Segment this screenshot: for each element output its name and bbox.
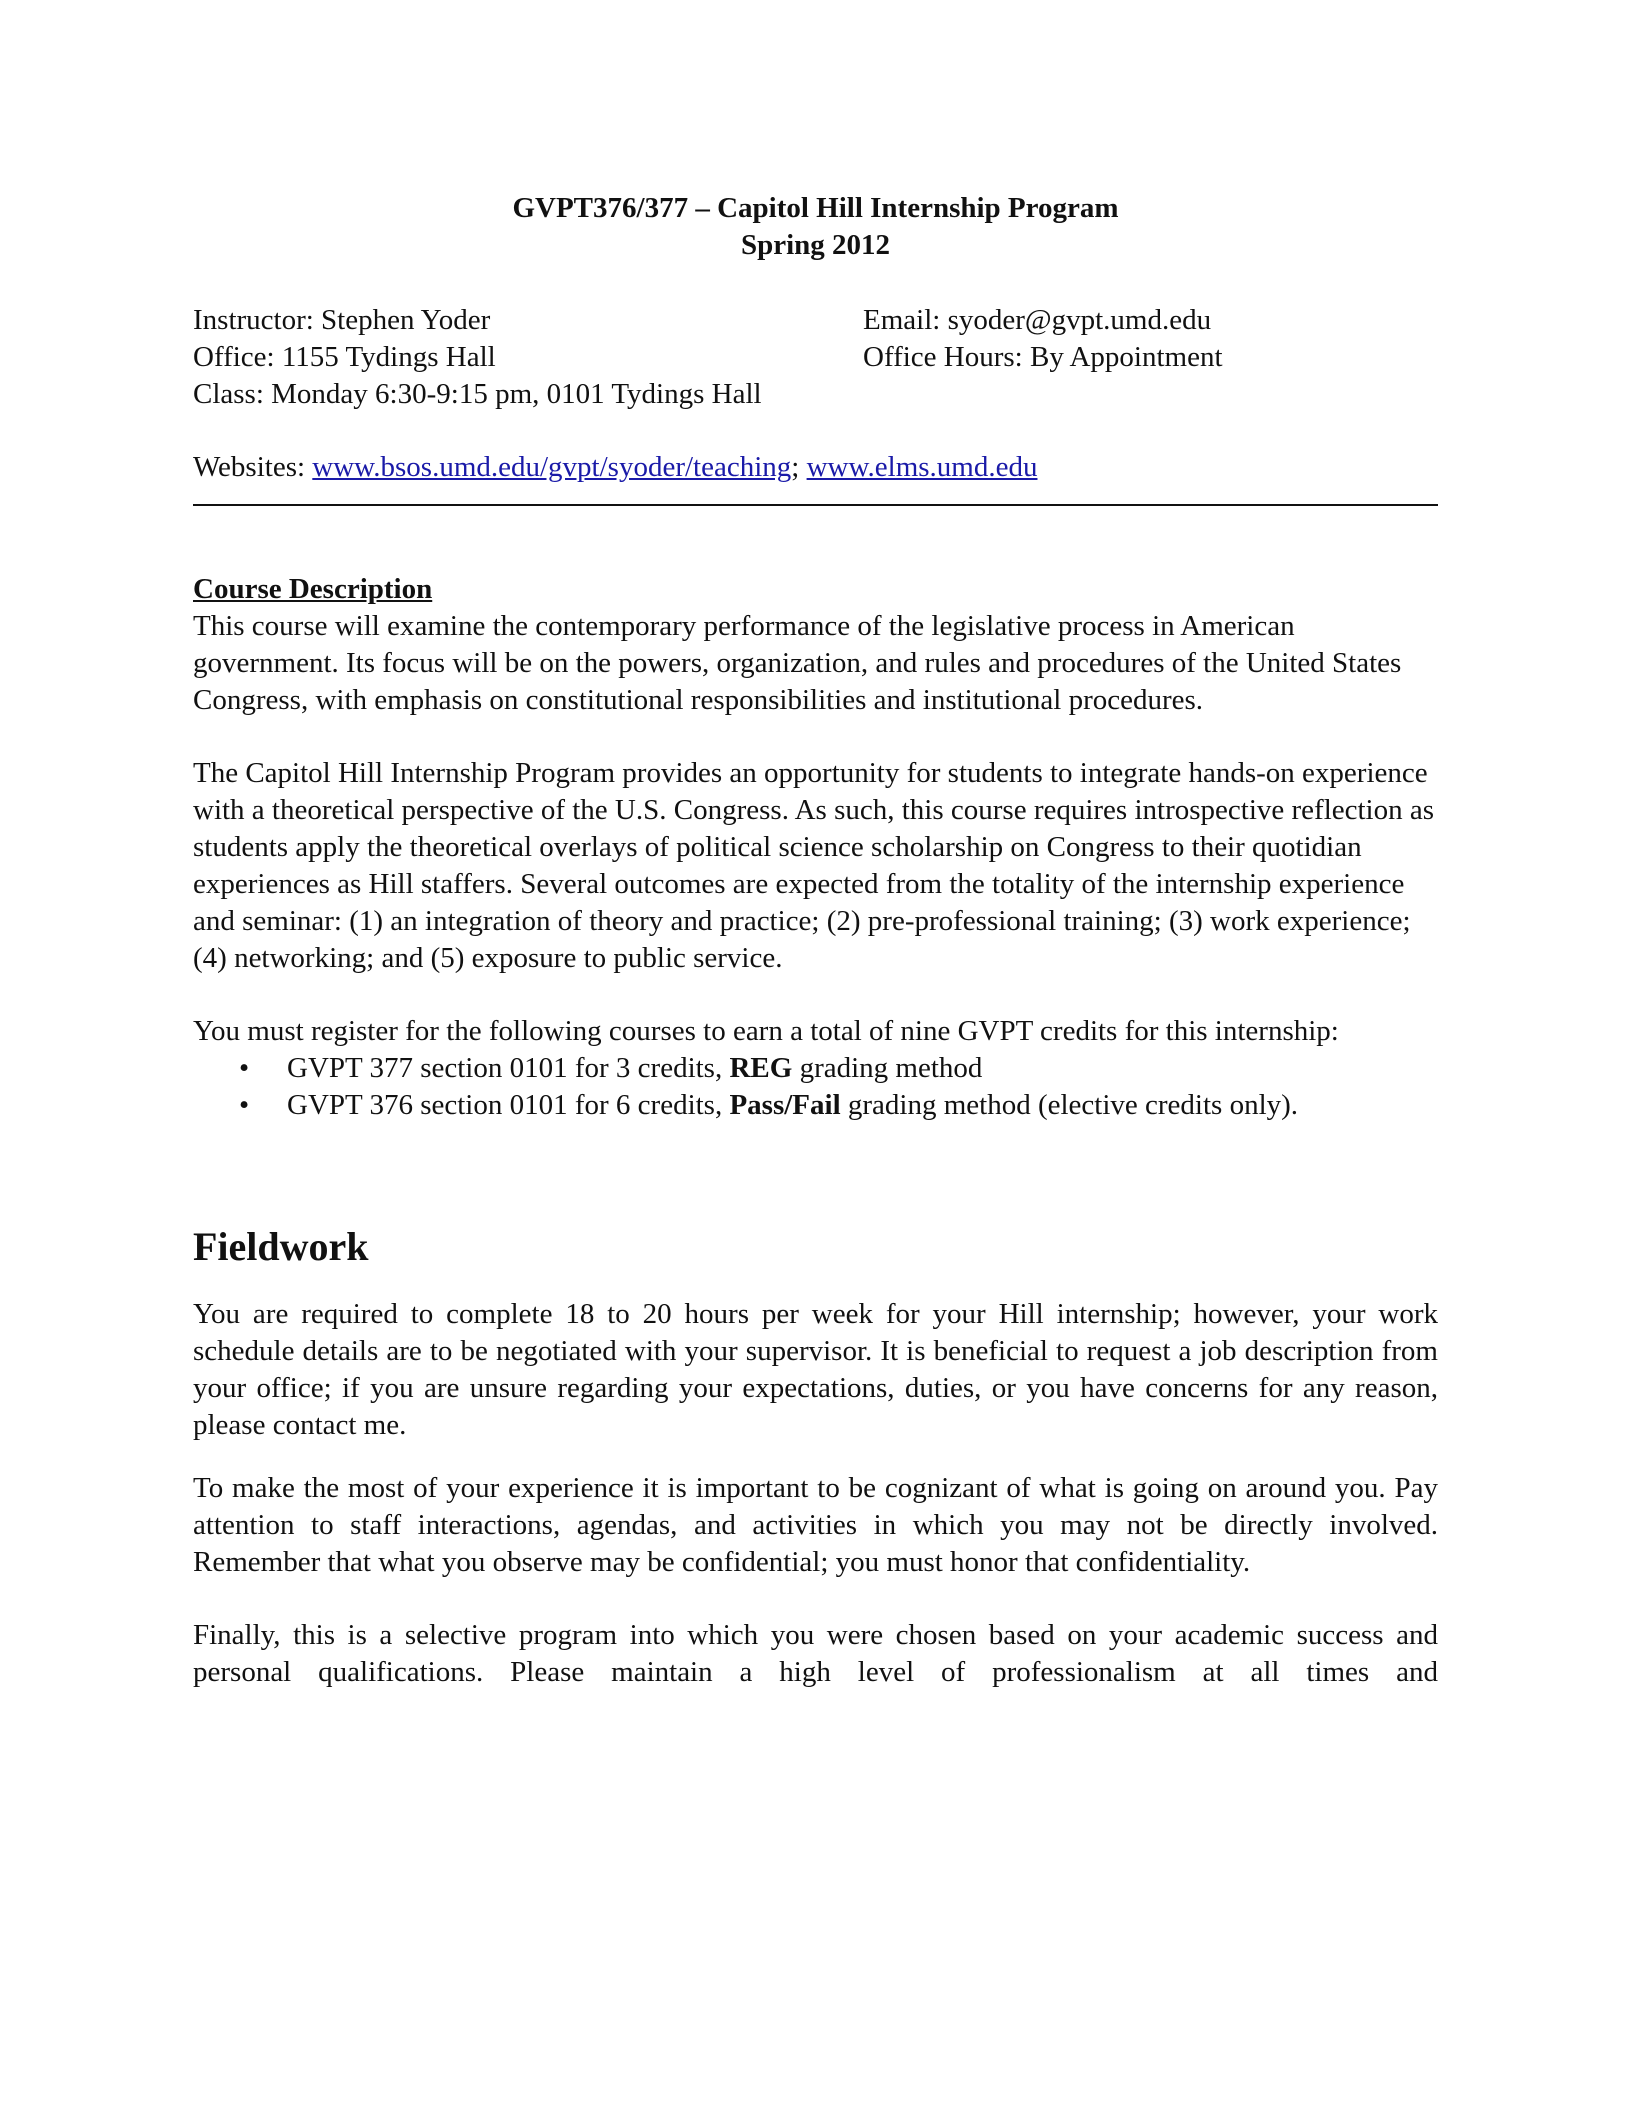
websites-line	[193, 449, 1438, 486]
office-hours: Office Hours: By Appointment	[863, 341, 1223, 373]
course-list	[193, 1050, 1438, 1124]
course-description-paragraph-2: The Capitol Hill Internship Program provides an opportunity for students to integrate hands-on experience with a theoretical perspective of the U.S. Congress. As such, this course requires introspective reflection as students apply the theoretical overlays of political science scholarship on Congress to their quotidian experiences as Hill staffers. Several outcomes are expected from the totality of the internship experience and seminar: (1) an integration of theory and practice; (2) pre-professional training; (3) work experience; (4) networking; and (5) exposure to public service.	[193, 757, 1435, 974]
websites-label: Websites:	[193, 451, 313, 483]
fieldwork-paragraph-2: To make the most of your experience it is important to be cognizant of what is going on around you. Pay attention to staff interactions, agendas, and activities in which you may not be directly involved. Remember that what you observe may be confidential; you must honor that confidentiality.	[193, 1472, 1438, 1578]
bullet-icon: •	[239, 1089, 250, 1121]
fieldwork-paragraph-3: Finally, this is a selective program into which you were chosen based on your academic success and personal qualifications. Please maintain a high level of professionalism at all times and	[193, 1619, 1438, 1688]
registration-paragraph: You must register for the following courses to earn a total of nine GVPT credits for this internship:	[193, 1015, 1339, 1047]
syllabus-page	[193, 190, 1438, 1691]
instructor-info	[193, 302, 1438, 413]
office-location: Office: 1155 Tydings Hall	[193, 341, 496, 373]
course-description-heading: Course Description	[193, 573, 433, 605]
instructor-email: Email: syoder@gvpt.umd.edu	[863, 304, 1212, 336]
course-text: GVPT 377 section 0101 for 3 credits,	[287, 1052, 730, 1084]
websites-separator: ;	[791, 451, 807, 483]
bullet-icon: •	[239, 1052, 250, 1084]
instructor-name: Instructor: Stephen Yoder	[193, 304, 491, 336]
title-line-term: Spring 2012	[740, 229, 891, 261]
instructor-info-right	[863, 302, 1223, 376]
list-item	[193, 1087, 1438, 1124]
title-line-course: GVPT376/377 – Capitol Hill Internship Program	[512, 192, 1119, 224]
class-schedule: Class: Monday 6:30-9:15 pm, 0101 Tydings Hall	[193, 378, 762, 410]
course-description-paragraph-1: This course will examine the contemporary performance of the legislative process in American government. Its focus will be on the powers, organization, and rules and procedures of the United States Congress, with emphasis on constitutional responsibilities and institutional procedures.	[193, 610, 1402, 716]
instructor-info-left	[193, 302, 762, 413]
teaching-website-link[interactable]: www.bsos.umd.edu/gvpt/syoder/teaching	[312, 451, 792, 483]
fieldwork-paragraph-1: You are required to complete 18 to 20 hours per week for your Hill internship; however, your work schedule details are to be negotiated with your supervisor. It is beneficial to request a job description from your office; if you are unsure regarding your expectations, duties, or you have concerns for any reason, please contact me.	[193, 1298, 1438, 1441]
elms-website-link[interactable]: www.elms.umd.edu	[806, 451, 1038, 483]
list-item	[193, 1050, 1438, 1087]
fieldwork-heading: Fieldwork	[193, 1224, 369, 1269]
course-text: grading method (elective credits only).	[840, 1089, 1299, 1121]
grading-method: Pass/Fail	[729, 1089, 841, 1121]
horizontal-rule	[193, 504, 1438, 506]
course-text: GVPT 376 section 0101 for 6 credits,	[287, 1089, 730, 1121]
grading-method: REG	[729, 1052, 793, 1084]
course-text: grading method	[792, 1052, 983, 1084]
document-title	[193, 190, 1438, 264]
